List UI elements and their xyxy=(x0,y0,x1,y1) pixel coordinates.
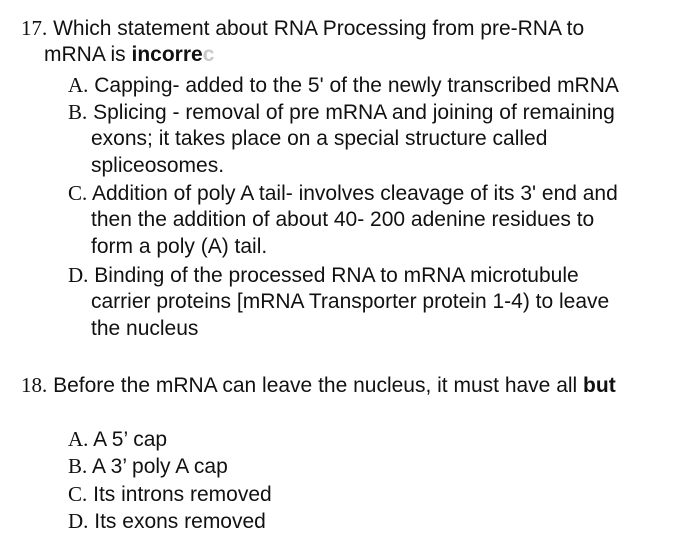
question-17-stem-line-2: mRNA is incorrec xyxy=(44,43,215,66)
emphasis-but: but xyxy=(583,374,616,397)
question-18-number: 18. xyxy=(21,373,48,397)
option-continuation: form a poly (A) tail. xyxy=(91,235,268,258)
question-17-option-b: B. Splicing - removal of pre mRNA and joining of remaining xyxy=(68,100,615,124)
question-17-option-d: D. Binding of the processed RNA to mRNA microtubule xyxy=(68,263,579,287)
question-17-stem-line-1: 17. Which statement about RNA Processing from pre-RNA to xyxy=(21,16,585,40)
question-18-option-d: D. Its exons removed xyxy=(68,509,266,533)
option-continuation: carrier proteins [mRNA Transporter protein 1-4) to leave xyxy=(91,290,610,313)
option-continuation: exons; it takes place on a special structure called xyxy=(91,127,548,150)
question-18-stem: 18. Before the mRNA can leave the nucleus, it must have all but xyxy=(21,373,616,397)
question-18-option-c: C. Its introns removed xyxy=(68,482,272,506)
option-continuation: then the addition of about 40- 200 adenine residues to xyxy=(91,208,595,231)
emphasis-incorrect: incorre xyxy=(131,43,203,66)
question-17-option-c: C. Addition of poly A tail- involves cleavage of its 3' end and xyxy=(68,181,618,205)
question-17-number: 17. xyxy=(21,16,48,40)
question-18-option-a: A. A 5’ cap xyxy=(68,427,168,451)
option-continuation: the nucleus xyxy=(91,317,199,340)
option-continuation: spliceosomes. xyxy=(91,154,225,177)
question-17-option-a: A. Capping- added to the 5' of the newly transcribed mRNA xyxy=(68,73,619,97)
question-18-option-b: B. A 3’ poly A cap xyxy=(68,454,228,478)
